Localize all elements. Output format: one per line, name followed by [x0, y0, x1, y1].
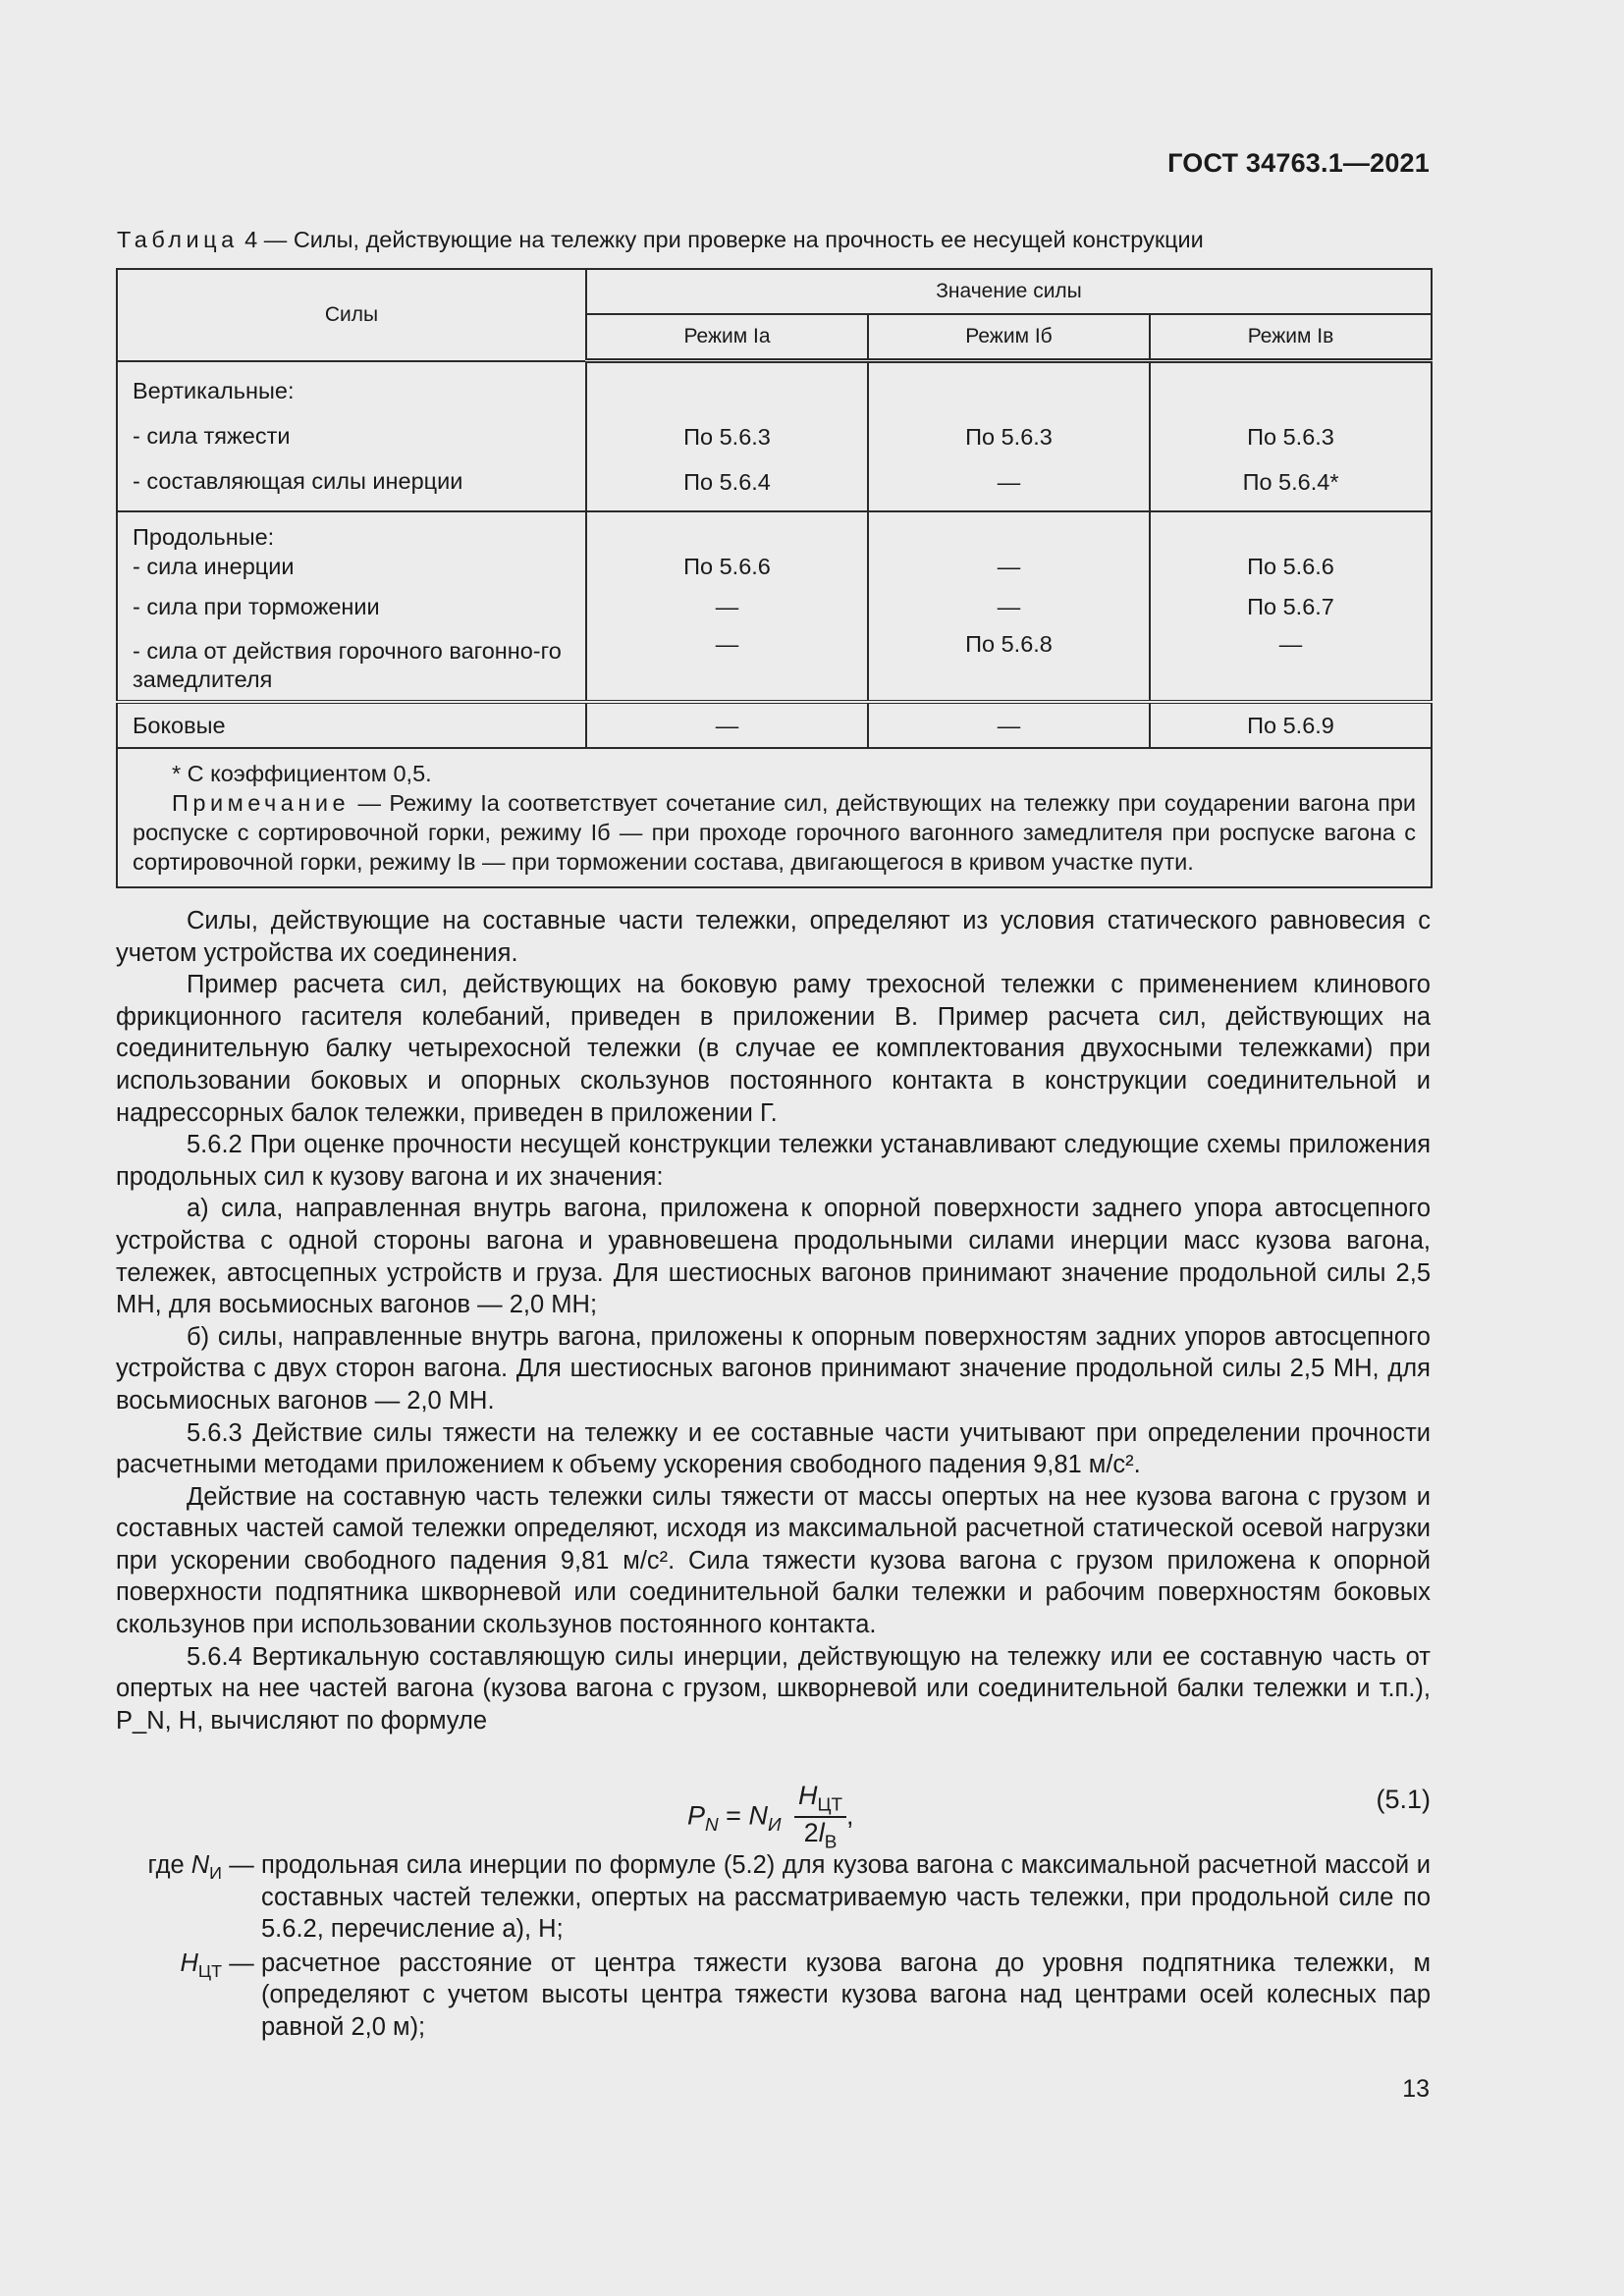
cell-value: — — [868, 702, 1150, 748]
paragraph: б) силы, направленные внутрь вагона, приложены к опорным поверхностям задних упоров автосцепного устройства с двух сторон вагона. Для шестиосных вагонов принимают значение продольной силы 2,5 МН, для восьмиосных вагонов — 2,0 МН. — [116, 1322, 1431, 1415]
table-notes-row — [117, 748, 1432, 887]
cell-value: — — [997, 594, 1021, 619]
cell-value: По 5.6.6 — [683, 554, 771, 579]
table-row-lateral — [117, 702, 1432, 748]
paragraph: 5.6.4 Вертикальную составляющую силы инерции, действующую на тележку или ее составную часть от опертых на нее частей вагона (кузова вагона с грузом, шкворневой или соединительной балки тележки и т.п.), P_N, Н, вычисляют по формуле — [116, 1642, 1431, 1735]
paragraph: Действие на составную часть тележки силы тяжести от массы опертых на нее кузова вагона с грузом и составных частей самой тележки определяют, исходя из максимальной расчетной статической осевой нагрузки при ускорении свободного падения 9,81 м/с². Сила тяжести кузова вагона с грузом приложена к опорной поверхности подпятника шкворневой или соединительной балки тележки и рабочим поверхностям боковых скользунов при использовании скользунов постоянного контакта. — [116, 1482, 1431, 1639]
note-text: — Режиму Iа соответствует сочетание сил, действующих на тележку при соударении вагона при роспуске с сортировочной горки, режиму Iб — при проходе горочного вагонного замедлителя при роспуске вагона с сортировочной горки, режиму Iв — при торможении состава, двигающегося в кривом участке пути. — [133, 790, 1417, 875]
paragraph: Пример расчета сил, действующих на боковую раму трехосной тележки с применением клинового фрикционного гасителя колебаний, приведен в приложении В. Пример расчета сил, действующих на соединительную балку четырехосной тележки (в случае ее комплектования двухосными тележками) при использовании боковых и опорных скользунов постоянного контакта в конструкции соединительной и надрессорных балок тележки, приведен в приложении Г. — [116, 971, 1431, 1127]
paragraph: Силы, действующие на составные части тележки, определяют из условия статического равновесия с учетом устройства их соединения. — [116, 907, 1431, 967]
group-title-longitudinal: Продольные: — [133, 524, 275, 550]
header-force-value: Значение силы — [586, 269, 1432, 314]
cell-value: По 5.6.6 — [1247, 554, 1334, 579]
cell-value: По 5.6.3 — [1247, 424, 1334, 450]
paragraph: 5.6.3 Действие силы тяжести на тележку и ее составные части учитывают при определении прочности расчетными методами приложением к объему ускорения свободного падения 9,81 м/с². — [116, 1418, 1431, 1479]
row-name: - сила при торможении — [133, 594, 380, 619]
row-name: Боковые — [133, 712, 226, 738]
cell-value: — — [1278, 631, 1303, 657]
definition-item: $H_{ЦТ}$ — расчетное расстояние от центра тяжести кузова вагона до уровня подпятника тележки, м (определяют с учетом высоты центра тяжести кузова вагона над центрами осей колесных пар равной 2,0 м); — [180, 1949, 1431, 2041]
cell-value: — — [586, 702, 868, 748]
paragraph: а) сила, направленная внутрь вагона, приложена к опорной поверхности заднего упора автосцепного устройства с одной стороны вагона и уравновешена продольными силами инерции масс кузова вагона, тележек, автосцепных устройств и груза. Для шестиосных вагонов принимают значение продольной силы 2,5 МН, для восьмиосных вагонов — 2,0 МН; — [116, 1195, 1431, 1319]
note-word: Примечание — [172, 790, 351, 816]
cell-value: По 5.6.8 — [965, 631, 1053, 657]
table-caption-word: Таблица — [117, 227, 239, 252]
row-name: - сила от действия горочного вагонно-го замедлителя — [133, 638, 562, 692]
row-name: - сила инерции — [133, 554, 295, 579]
forces-table — [116, 268, 1433, 888]
formula-number: (5.1) — [1376, 1785, 1431, 1814]
cell-value: По 5.6.3 — [683, 424, 771, 450]
table-note — [133, 788, 1416, 877]
table-caption — [117, 227, 1204, 253]
row-name: - составляющая силы инерции — [133, 467, 463, 494]
symbol-definitions — [116, 1849, 1431, 2046]
formula-5-1 — [687, 1769, 1431, 1853]
cell-value: — — [715, 631, 739, 657]
table-footnote: * С коэффициентом 0,5. — [172, 761, 432, 786]
body-text — [116, 905, 1431, 1736]
cell-value: По 5.6.3 — [965, 424, 1053, 450]
cell-value: По 5.6.4 — [683, 469, 771, 495]
header-mode-ib: Режим Iб — [868, 314, 1150, 361]
definition-item: где $N_И$ — продольная сила инерции по формуле (5.2) для кузова вагона с максимальной расчетной массой и составных частей тележки, опертых на рассматриваемую часть тележки, при продольной силе по 5.6.2, перечисление а), Н; — [147, 1851, 1431, 1944]
header-forces: Силы — [117, 269, 586, 361]
cell-value: По 5.6.4* — [1242, 469, 1339, 495]
header-mode-iv: Режим Iв — [1150, 314, 1432, 361]
group-title-vertical: Вертикальные: — [133, 377, 295, 403]
page-number: 13 — [1402, 2075, 1430, 2103]
table-row-longitudinal — [117, 511, 1432, 702]
formula-expression: $P_N = N_И$ $\frac{H_{ЦТ}}{2l_В}$ , — [687, 1781, 854, 1853]
header-mode-ia: Режим Iа — [586, 314, 868, 361]
table-caption-title: 4 — Силы, действующие на тележку при проверке на прочность ее несущей конструкции — [238, 227, 1204, 252]
cell-value: По 5.6.9 — [1150, 702, 1432, 748]
cell-value: — — [715, 594, 739, 619]
formula-fraction: $\frac{H_{ЦТ}}{2l_В}$ — [794, 1781, 846, 1854]
paragraph: 5.6.2 При оценке прочности несущей конструкции тележки устанавливают следующие схемы приложения продольных сил к кузову вагона и их значения: — [116, 1131, 1431, 1191]
row-name: - сила тяжести — [133, 422, 291, 449]
table-row-vertical — [117, 361, 1432, 512]
cell-value: По 5.6.7 — [1247, 594, 1334, 619]
document-code: ГОСТ 34763.1—2021 — [1167, 148, 1430, 178]
cell-value: — — [997, 554, 1021, 579]
cell-value: — — [997, 469, 1021, 495]
